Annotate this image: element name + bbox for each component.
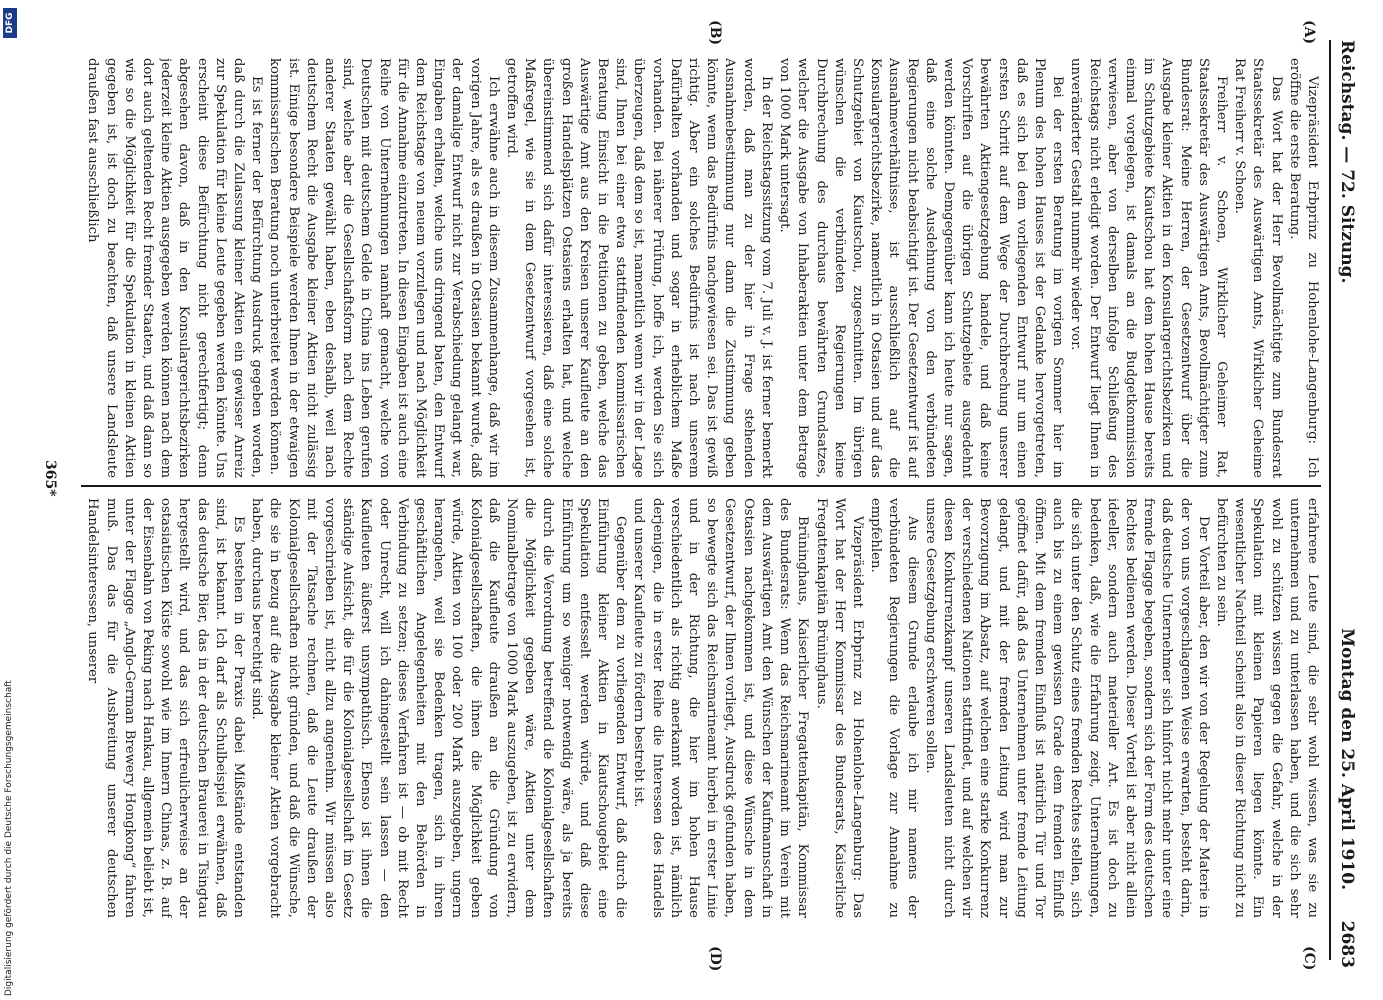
page-header bbox=[1329, 40, 1365, 968]
paragraph: Gegenüber dem zu vorliegenden Entwurf, daß durch die Einführung kleiner Aktien in Kiautschougebiet eine Spekulation entfesselt werden würde, und daß diese Einführung um so weniger notwendig wäre, als ja bereits durch die Verordnung betreffend die Kolonialgesellschaften die Möglichkeit gegeben wäre, Aktien unter dem Nominalbetrage von 1000 Mark auszugeben, ist zu erwidern, daß die Kaufleute draußen an die Gründung von Kolonialgesellschaften, die ihnen die Möglichkeit geben würde, Aktien von 100 oder 200 Mark auszugeben, ungern herangehen, weil sie Bedenken tragen, sich in ihren geschäftlichen Angelegenheiten mit den Behörden in Verbindung zu setzen; dieses Verfahren ist — ob mit Recht oder Unrecht, will ich dahingestellt sein lassen — den Kaufleuten äußerst unsympathisch. Ebenso ist ihnen die ständige Aufsicht, die für die Kolonialgesellschaft im Gesetz vorgeschrieben ist, nicht allzu angenehm. Wir müssen also mit der Tatsache rechnen, daß die Leute draußen der Kolonialgesellschaften nicht gründen, und daß die Wünsche, die sie in bezug auf die Ausgabe kleiner Aktien vorgebracht haben, durchaus berechtigt sind. bbox=[249, 498, 629, 918]
right-column bbox=[81, 498, 1321, 918]
paragraph: Es ist ferner der Befürchtung Ausdruck gegeben worden, daß durch die Zulassung kleiner Aktien ein gewisser Anreiz zur Spekulation für kleine Leute gegeben werden könnte. Uns erscheint diese Befürchtung nicht gerechtfertigt; denn abgesehen davon, daß in den Konsulargerichtsbezirken jederzeit kleine Aktien ausgegeben werden können nach dem dort auch geltenden Recht fremder Staaten, und daß dann so wie so die Möglichkeit für die Spekulation in kleinen Aktien gegeben ist, ist doch zu beachten, daß unsere Landsleute draußen fast ausschließlich bbox=[85, 58, 265, 478]
left-column bbox=[81, 58, 1321, 478]
paragraph: Ich erwähne auch in diesem Zusammenhange, daß wir im vorigen Jahre, als es draußen in Ostasien bekannt wurde, daß der damalige Entwurf nicht zur Verabschiedung gelangt war, Eingaben erhalten, welche uns dringend baten, den Entwurf dem Reichstage von neuem vorzulegen und nach Möglichkeit für die Annahme einzutreten. In diesen Eingaben ist auch eine Reihe von Unternehmungen namhaft gemacht, welche von Deutschen mit deutschem Gelde in China ins Leben gerufen sind, welche aber die Gesellschaftsform nach dem Rechte anderer Staaten gewählt haben, eben deshalb, weil nach deutschem Recht die Ausgabe kleiner Aktien nicht zulässig ist. Einige besondere Beispiele werden Ihnen in der etwaigen kommissarischen Beratung noch unterbreitet werden können. bbox=[267, 58, 501, 478]
margin-mark-a: (A) bbox=[1301, 20, 1317, 45]
margin-mark-b: (B) bbox=[707, 20, 723, 46]
dfg-logo: DFG bbox=[3, 8, 17, 38]
header-session: Reichstag. — 72. Sitzung. bbox=[1337, 40, 1357, 284]
page-number: 2683 bbox=[1337, 920, 1357, 968]
column-divider bbox=[81, 485, 1321, 487]
digitization-strip bbox=[0, 0, 20, 1000]
paragraph: Bei der ersten Beratung im vorigen Sommer hier im Plenum des hohen Hauses ist der Gedanke hervorgetreten, daß es sich bei dem vorliegenden Entwurf nur um einen ersten Schritt auf dem Wege der Durchbrechung unserer bewährten Aktiengesetzgebung handele, und daß keine Vorschriften auf die übrigen Schutzgebiete ausgedehnt werden könnten. Demgegenüber kann ich heute nur sagen, daß eine solche Ausdehnung von den verbündeten Regierungen nicht beabsichtigt ist. Der Gesetzentwurf ist auf Ausnahmeverhältnisse, ist ausschließlich auf die Konsulargerichtsbezirke, namentlich in Ostasien und auf das Schutzgebiet von Kiautschou, zugeschnitten. Im übrigen wünschen die verbündeten Regierungen keine Durchbrechung des durchaus bewährten Grundsatzes, welcher die Ausgabe von Inhaberaktien unter dem Betrage von 1000 Mark untersagt. bbox=[777, 58, 1066, 478]
paragraph: Das Wort hat der Herr Bevollmächtigte zum Bundesrat Staatssekretär des Auswärtigen Amts, Wirklicher Geheime Rat Freiherr v. Schoen. bbox=[1232, 58, 1284, 478]
paragraph: Vizepräsident Erbprinz zu Hohenlohe-Langenburg: Das Wort hat der Herr Kommissar des Bundesrats, Kaiserliche Fregattenkapitän Brüninghaus. bbox=[813, 498, 865, 918]
digitization-note: Digitalisierung gefördert durch die Deutsche Forschungsgemeinschaft bbox=[4, 680, 14, 996]
paragraph: Aus diesem Grunde erlaube ich mir namens der verbündeten Regierungen die Vorlage zur Annahme zu empfehlen. bbox=[868, 498, 920, 918]
paragraph: Brüninghaus, Kaiserlicher Fregattenkapitän, Kommissar des Bundesrats: Wenn das Reichsmarineamt im Verein mit dem Auswärtigen Amt den Wünschen der Kaufmannschaft in Ostasien nachgekommen ist, und diese Wünsche in dem Gesetzentwurf, der Ihnen vorliegt, Ausdruck gefunden haben, so bewegte sich das Reichsmarineamt hierbei in erster Linie und in der Richtung, die hier im hohen Hause verschiedentlich als richtig anerkannt worden ist, nämlich derjenigen, die in erster Reihe die Interessen des Handels und unserer Kaufleute zu fördern bestrebt ist. bbox=[631, 498, 811, 918]
paragraph: In der Reichstagssitzung vom 7. Juli v. J. ist ferner bemerkt worden, daß man zu der hier in Frage stehenden Ausnahmebestimmung nur dann die Zustimmung geben könnte, wenn das Bedürfnis nachgewiesen sei. Das ist gewiß richtig. Aber ein solches Bedürfnis ist nach unserem Dafürhalten vorhanden und sogar in erheblichem Maße vorhanden. Bei näherer Prüfung, hoffe ich, werden Sie sich überzeugen, daß dem so ist, namentlich wenn wir in der Lage sind, Ihnen bei einer etwa stattfindenden kommissarischen Beratung Einsicht in die Petitionen zu geben, welche das Auswärtige Amt aus den Kreisen unserer Kaufleute an den großen Handelsplätzen Ostasiens erhalten hat, und welche übereinstimmend sich dafür interessieren, daß eine solche Maßregel, wie sie in dem Gesetzentwurf vorgesehen ist, getroffen wird. bbox=[504, 58, 774, 478]
paragraph: Freiherr v. Schoen, Wirklicher Geheimer Rat, Staatssekretär des Auswärtigen Amts, Bevollmächtigter zum Bundesrat: Meine Herren, der Gesetzentwurf über die Ausgabe kleiner Aktien in den Konsulargerichtsbezirken und im Schutzgebiete Kiautschou hat dem hohen Hause bereits einmal vorgelegen, ist damals an die Budgetkommission verwiesen, aber von derselben infolge Schließung des Reichstags nicht erledigt worden. Der Entwurf liegt Ihnen in unveränderter Gestalt nunmehr wieder vor. bbox=[1068, 58, 1229, 478]
header-date: Montag den 25. April 1910. bbox=[1337, 628, 1357, 890]
paragraph: Der Vorteil aber, den wir von der Regelung der Materie in der von uns vorgeschlagenen Weise erwarten, besteht darin, daß deutsche Unternehmer sich hinfort nicht mehr unter eine fremde Flagge begeben, sondern sich der Form des deutschen Rechtes bedienen werden. Dieser Vorteil ist aber nicht allein ideeller, sondern auch materieller Art. Es ist doch zu bedenken, daß, wie die Erfahrung zeigt, Unternehmungen, die sich unter den Schutz eines fremden Rechtes stellen, sich auch bis zu einem gewissen Grade dem fremden Einfluß öffnen. Mit dem fremden Einfluß ist natürlich Tür und Tor geöffnet dafür, daß das Unternehmen unter fremde Leitung gelangt, und mit der fremden Leitung wird man zur Bevorzugung im Absatz, auf welchen eine starke Konkurrenz der verschiedenen Nationen stattfindet, und auf welchen wir diesen Konkurrenzkampf unseren Landsleuten nicht durch unsere Gesetzgebung erschweren sollen. bbox=[922, 498, 1211, 918]
signature-mark: 365* bbox=[42, 460, 58, 497]
margin-mark-c: (C) bbox=[1301, 946, 1317, 971]
margin-mark-d: (D) bbox=[707, 946, 723, 972]
paragraph: Es bestehen in der Praxis dabei Mißstände entstanden sind, ist bekannt. Ich darf als Schulbeispiel erwähnen, daß das deutsche Bier, das in der deutschen Brauerei in Tsingtau hergestellt wird, und das sich erfreulicherweise an der ostasiatischen Küste sowohl wie im Innern Chinas, z. B. auf der Eisenbahn von Peking nach Hankau, allgemein beliebt ist, unter der Flagge „Anglo-German Brewery Hongkong“ fahren muß. Das das für die Ausbreitung unserer deutschen Handelsinteressen, unserer bbox=[85, 498, 247, 918]
paragraph: erfahrene Leute sind, die sehr wohl wissen, was sie zu unternehmen und zu unterlassen haben, und die sich sehr wohl zu schützen wissen gegen die Gefahr, welche in der Spekulation mit kleinen Papieren liegen könnte. Ein wesentlicher Nachteil scheint also in dieser Richtung nicht zu befürchten zu sein. bbox=[1213, 498, 1320, 918]
paragraph: Vizepräsident Erbprinz zu Hohenlohe-Langenburg: Ich eröffne die erste Beratung. bbox=[1286, 58, 1320, 478]
